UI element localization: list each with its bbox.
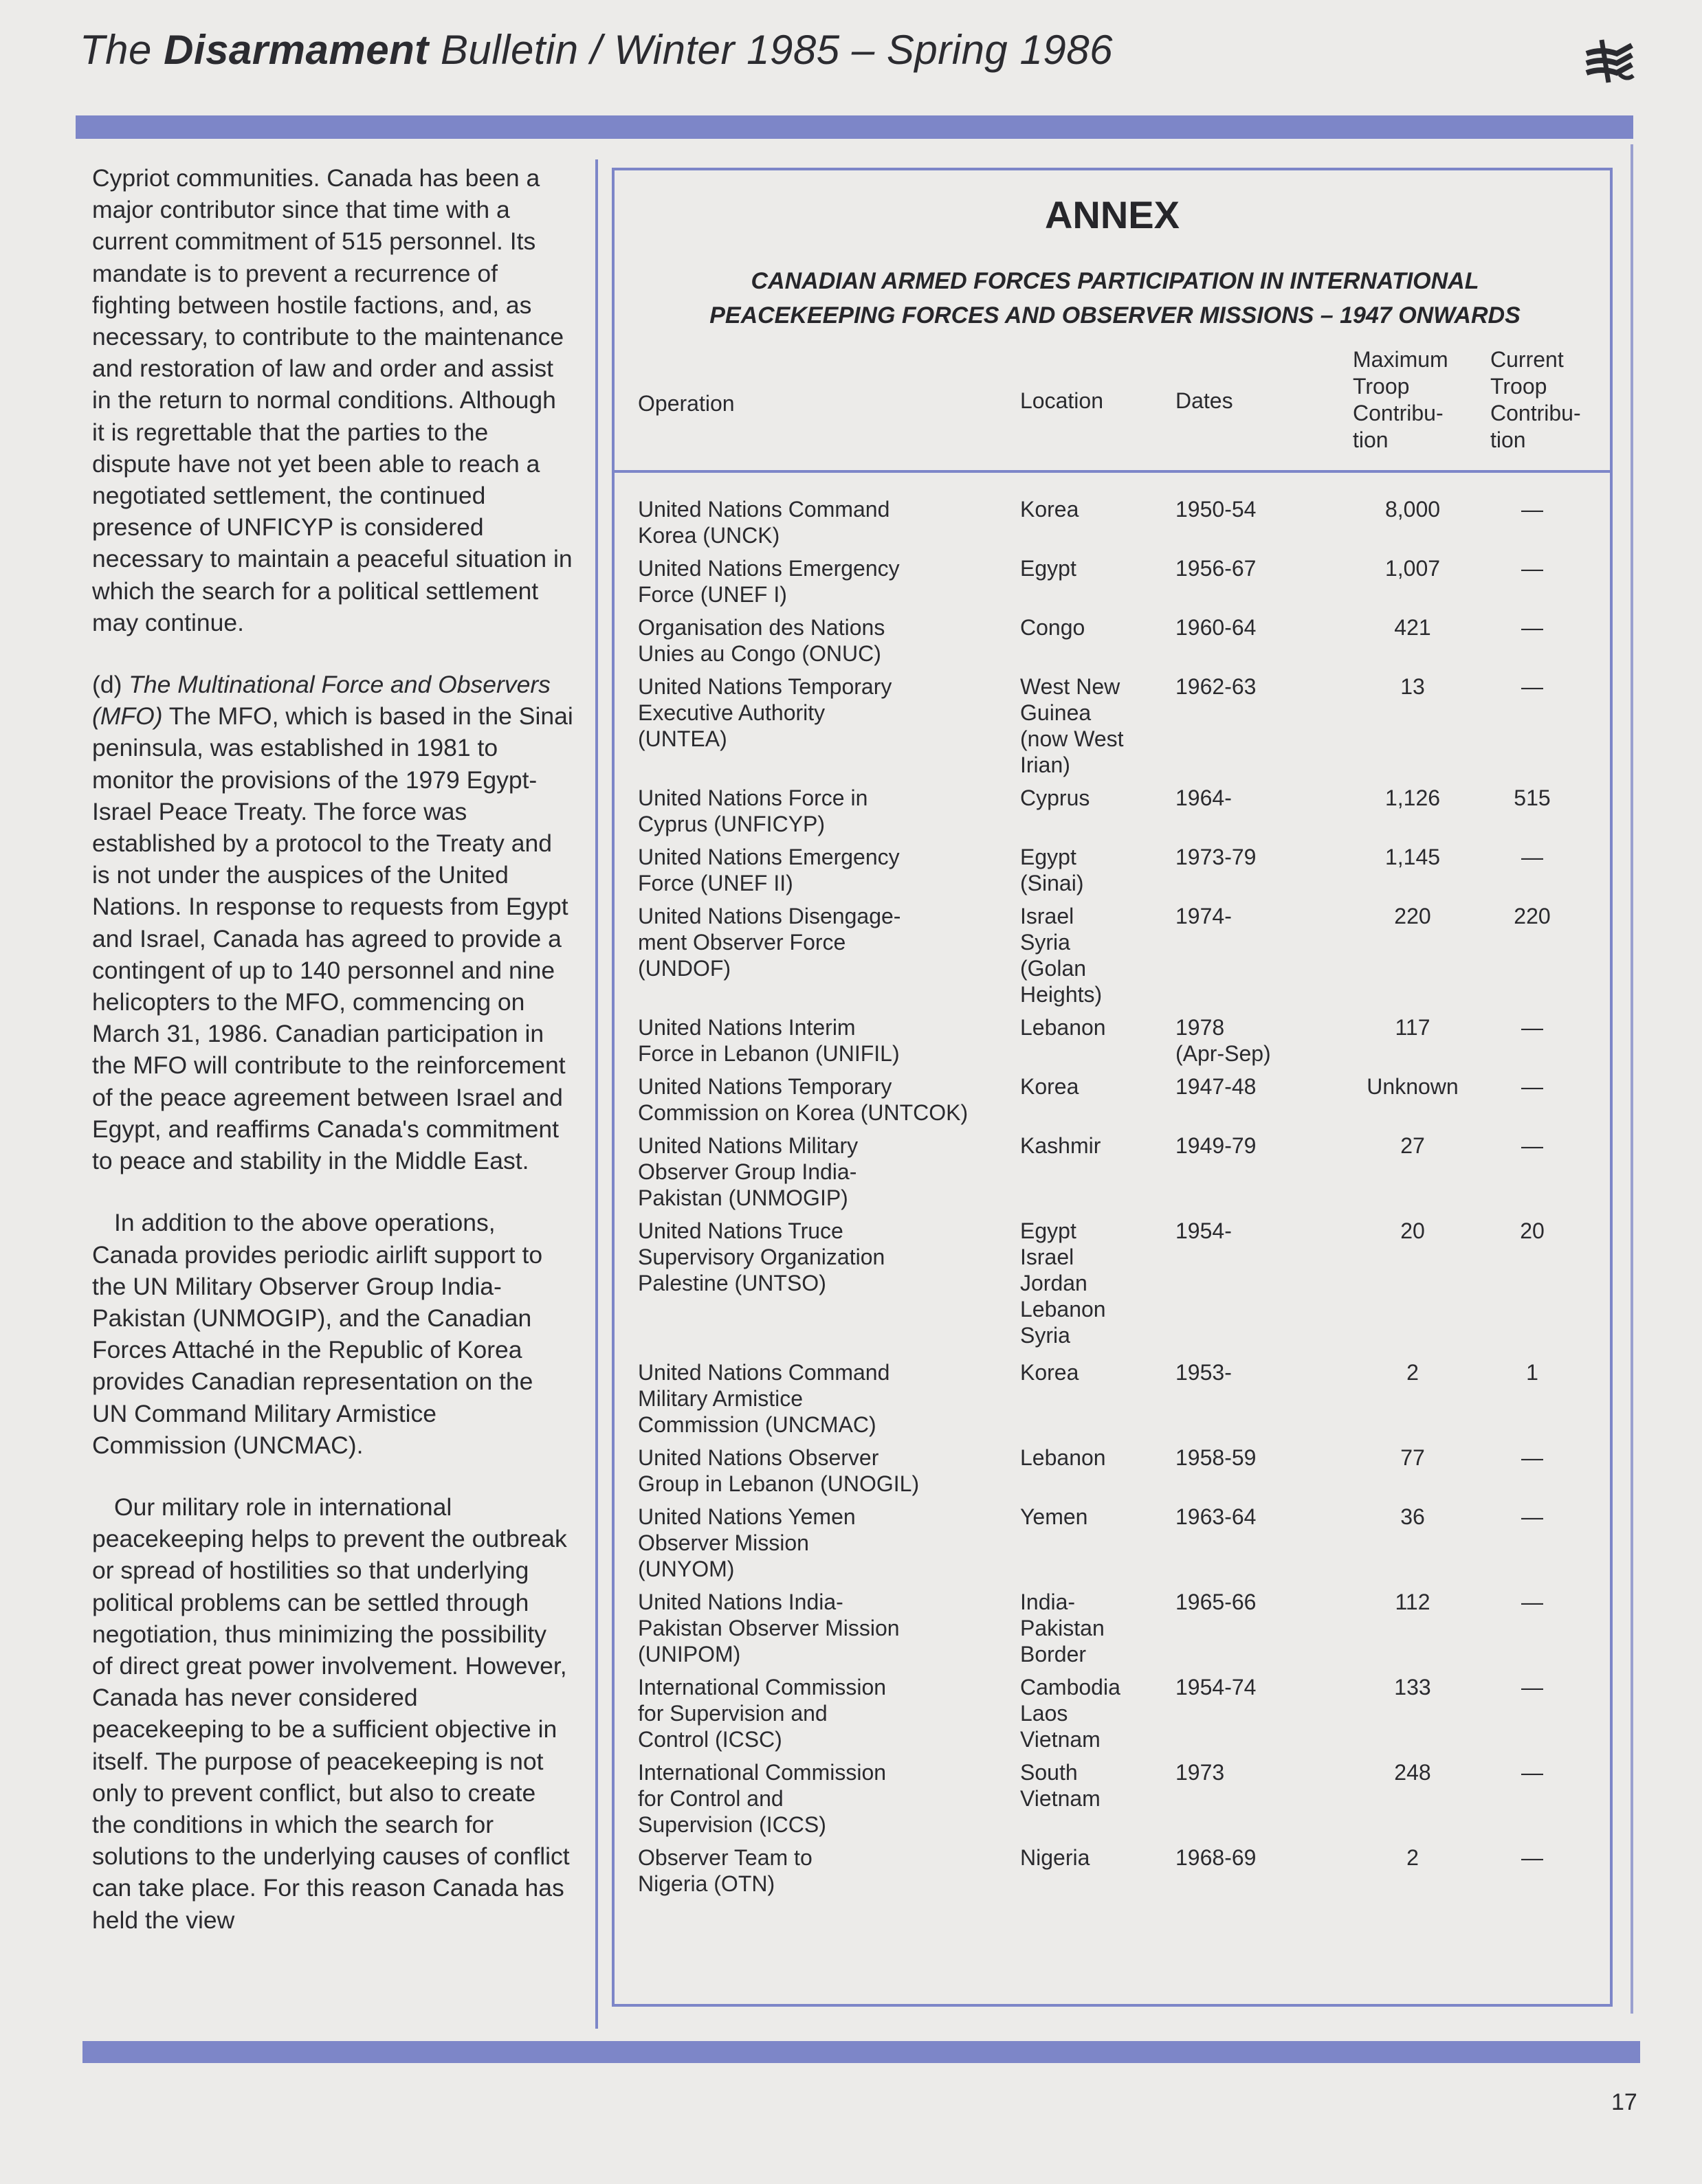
header-location: Location [1020,388,1103,413]
operation-cell-line: Observer Team to [638,1845,813,1870]
operation-cell-line: Observer Mission [638,1530,809,1555]
operation-cell [638,1445,1020,1504]
current-troop-cell: — [1521,845,1543,869]
table-row [638,1073,1587,1133]
table-row [638,614,1587,673]
location-cell-line: Cyprus [1020,785,1090,810]
location-cell-line: Israel [1020,1245,1074,1269]
header-max-line: Contribu- [1353,401,1444,425]
dates-cell [1175,903,1347,1014]
dates-cell-line: 1965-66 [1175,1590,1257,1614]
maximum-troop-cell: 133 [1394,1675,1431,1700]
operation-cell-line: United Nations Force in [638,785,868,810]
location-cell [1020,1359,1175,1445]
operation-cell-line: (UNDOF) [638,956,731,981]
dates-cell-line: 1962-63 [1175,674,1257,699]
header-max-line: tion [1353,427,1389,452]
annex-table-body [638,496,1587,1904]
maximum-troop-cell: Unknown [1367,1074,1459,1099]
dates-cell-line: 1968-69 [1175,1845,1257,1870]
location-cell-line: Syria [1020,1323,1070,1348]
operation-cell-line: United Nations Disengage- [638,904,901,928]
operation-cell-line: Executive Authority [638,700,826,725]
operation-cell [638,1073,1020,1133]
annex-subtitle [656,264,1574,333]
maximum-troop-cell: 8,000 [1384,497,1441,522]
location-cell-line: Lebanon [1020,1297,1106,1322]
paragraph-unficyp: Cypriot communities. Canada has been a major contributor since that time with a current commitment of 515 personnel. Its mandate is to prevent a recurrence of fighting between hostile factions, and, as necessary, to contribute to the maintenance and restoration of law and order and assist in the return to normal conditions. Although it is regrettable that the parties to the dispute have not yet been able to reach a negotiated settlement, the continued presence of UNFICYP is considered necessary to maintain a peaceful situation in which the search for a political settlement may continue. [92,164,573,636]
header-cur-line: Troop [1490,374,1547,399]
maximum-troop-cell: 1,126 [1384,785,1441,810]
operation-cell-line: Unies au Congo (ONUC) [638,641,881,666]
masthead-disarmament: Disarmament [164,27,429,73]
operation-cell-line: (UNYOM) [638,1557,735,1581]
maximum-troop-cell: 220 [1394,904,1431,928]
maximum-troop-cell: 20 [1400,1218,1425,1243]
location-cell-line: West New [1020,674,1120,699]
dates-cell [1175,1133,1347,1218]
location-cell-line: Vietnam [1020,1786,1101,1811]
current-troop-cell: — [1521,497,1543,522]
location-cell [1020,1759,1175,1845]
location-cell [1020,1504,1175,1589]
paragraph-mfo [92,669,573,1177]
location-cell-line: Korea [1020,1360,1079,1385]
dates-cell [1175,1589,1347,1674]
operation-cell-line: Force in Lebanon (UNIFIL) [638,1041,900,1066]
maximum-troop-cell: 27 [1400,1133,1425,1158]
operation-cell [638,555,1020,614]
header-max-line: Troop [1353,374,1410,399]
operation-cell [638,614,1020,673]
operation-cell-line: Observer Group India- [638,1159,857,1184]
operation-cell-line: Commission (UNCMAC) [638,1412,876,1437]
dates-cell-line: 1974- [1175,904,1232,928]
annex-table [638,496,1587,1904]
table-row [638,1504,1587,1589]
dates-cell-line: 1953- [1175,1360,1232,1385]
operation-cell-line: Organisation des Nations [638,615,885,640]
current-troop-cell: — [1521,674,1543,699]
operation-cell-line: Force (UNEF II) [638,871,793,895]
operation-cell-line: United Nations Truce [638,1218,843,1243]
paragraph-airlift: In addition to the above operations, Canada provides periodic airlift support to the UN Military Observer Group India-Pakistan (UNMOGIP), and the Canadian Forces Attaché in the Republic of Korea provides Canadian representation on the UN Command Military Armistice Commission (UNCMAC). [92,1209,543,1459]
masthead-issue: Bulletin / Winter 1985 – Spring 1986 [440,27,1113,73]
location-cell-line: Nigeria [1020,1845,1090,1870]
table-row [638,1845,1587,1904]
operation-cell-line: (UNTEA) [638,726,727,751]
location-cell-line: Heights) [1020,982,1103,1007]
operation-cell-line: United Nations Observer [638,1445,879,1470]
operation-cell-line: Control (ICSC) [638,1727,782,1752]
operation-cell-line: United Nations Command [638,1360,890,1385]
operation-cell [638,1504,1020,1589]
header-dates: Dates [1175,388,1233,413]
operation-cell-line: United Nations Interim [638,1015,856,1040]
operation-cell [638,903,1020,1014]
operation-cell [638,1845,1020,1904]
operation-cell-line: International Commission [638,1760,887,1785]
location-cell [1020,1589,1175,1674]
dates-cell-line: 1956-67 [1175,556,1257,581]
maximum-troop-cell: 36 [1400,1504,1425,1529]
maximum-troop-cell: 2 [1406,1845,1419,1870]
dates-cell-line: 1963-64 [1175,1504,1257,1529]
current-troop-cell: — [1521,1504,1543,1529]
maximum-troop-cell: 421 [1394,615,1431,640]
dates-cell-line: 1960-64 [1175,615,1257,640]
location-cell [1020,844,1175,903]
header-current-troop-contribution [1490,346,1581,454]
operation-cell [638,785,1020,844]
table-row [638,903,1587,1014]
dates-cell-line: 1973 [1175,1760,1225,1785]
table-row [638,844,1587,903]
operation-cell-line: United Nations Emergency [638,556,900,581]
dates-cell-line: 1950-54 [1175,497,1257,522]
location-cell-line: (now West [1020,726,1124,751]
dates-cell-line: 1973-79 [1175,845,1257,869]
location-cell-line: Kashmir [1020,1133,1101,1158]
dates-cell [1175,1218,1347,1359]
location-cell-line: Korea [1020,497,1079,522]
header-cur-line: Current [1490,347,1564,372]
location-cell [1020,1445,1175,1504]
table-row [638,1759,1587,1845]
maximum-troop-cell: 13 [1400,674,1425,699]
location-cell-line: Laos [1020,1701,1068,1726]
current-troop-cell: 1 [1526,1360,1538,1385]
mfo-heading: The Multinational Force and Observers (MFO) [92,671,551,731]
operation-cell-line: for Control and [638,1786,784,1811]
location-cell-line: South [1020,1760,1078,1785]
paragraph-military-role: Our military role in international peacekeeping helps to prevent the outbreak or spread of hostilities so that underlying political problems can be settled through negotiation, thus minimizing the possibility of direct great power involvement. However, Canada has never considered peacekeeping to be a sufficient objective in itself. The purpose of peacekeeping is not only to prevent conflict, but also to create the conditions in which the search for solutions to the underlying causes of conflict can take place. For this reason Canada has held the view [92,1493,570,1934]
dates-cell-line: 1949-79 [1175,1133,1257,1158]
current-troop-cell: 515 [1514,785,1551,810]
operation-cell-line: United Nations Command [638,497,890,522]
location-cell-line: Lebanon [1020,1445,1106,1470]
operation-cell-line: for Supervision and [638,1701,828,1726]
location-cell-line: Lebanon [1020,1015,1106,1040]
location-cell [1020,1845,1175,1904]
dates-cell [1175,496,1347,555]
operation-cell-line: United Nations Emergency [638,845,900,869]
right-margin-rule [1631,144,1633,2014]
location-cell [1020,496,1175,555]
dates-cell [1175,1359,1347,1445]
header-max-line: Maximum [1353,347,1448,372]
table-row [638,1133,1587,1218]
location-cell-line: (Golan [1020,956,1087,981]
operation-cell-line: United Nations India- [638,1590,843,1614]
dates-cell-line: 1958-59 [1175,1445,1257,1470]
location-cell-line: India- [1020,1590,1076,1614]
location-cell-line: Yemen [1020,1504,1088,1529]
operation-cell-line: Military Armistice [638,1386,804,1411]
operation-cell [638,1133,1020,1218]
operation-cell-line: International Commission [638,1675,887,1700]
publication-logo-icon [1581,33,1636,88]
operation-cell-line: Pakistan Observer Mission [638,1616,900,1640]
location-cell-line: Syria [1020,930,1070,955]
maximum-troop-cell: 1,007 [1384,556,1441,581]
operation-cell [638,1218,1020,1359]
location-cell-line: Egypt [1020,556,1076,581]
maximum-troop-cell: 1,145 [1384,845,1441,869]
location-cell-line: Cambodia [1020,1675,1120,1700]
location-cell-line: Israel [1020,904,1074,928]
dates-cell [1175,555,1347,614]
dates-cell [1175,1845,1347,1904]
dates-cell-line: 1964- [1175,785,1232,810]
table-row [638,496,1587,555]
dates-cell [1175,1014,1347,1073]
current-troop-cell: 220 [1514,904,1551,928]
operation-cell [638,1589,1020,1674]
dates-cell-line: 1954- [1175,1218,1232,1243]
location-cell [1020,1133,1175,1218]
location-cell-line: Jordan [1020,1271,1087,1295]
dates-cell [1175,1504,1347,1589]
operation-cell-line: United Nations Yemen [638,1504,856,1529]
location-cell-line: Vietnam [1020,1727,1101,1752]
table-row [638,673,1587,785]
left-column [92,162,573,1966]
current-troop-cell: — [1521,556,1543,581]
masthead-the: The [80,27,152,73]
footer-rule [82,2041,1640,2063]
dates-cell [1175,614,1347,673]
operation-cell [638,673,1020,785]
header-maximum-troop-contribution [1353,346,1448,454]
current-troop-cell: — [1521,1074,1543,1099]
location-cell-line: Egypt [1020,1218,1076,1243]
table-row [638,1359,1587,1445]
location-cell [1020,614,1175,673]
current-troop-cell: — [1521,615,1543,640]
header-rule [76,115,1633,139]
table-row [638,1014,1587,1073]
table-row [638,1445,1587,1504]
maximum-troop-cell: 248 [1394,1760,1431,1785]
annex-panel [612,168,1613,2007]
table-row [638,555,1587,614]
operation-cell-line: United Nations Military [638,1133,859,1158]
page-number: 17 [1611,2089,1637,2115]
dates-cell [1175,1073,1347,1133]
current-troop-cell: — [1521,1760,1543,1785]
operation-cell-line: (UNIPOM) [638,1642,741,1667]
location-cell-line: Border [1020,1642,1087,1667]
location-cell-line: (Sinai) [1020,871,1084,895]
operation-cell-line: United Nations Temporary [638,674,892,699]
location-cell [1020,785,1175,844]
location-cell [1020,1014,1175,1073]
annex-subtitle-line-2: PEACEKEEPING FORCES AND OBSERVER MISSIONS – 1947 ONWARDS [709,302,1521,328]
header-operation: Operation [638,391,735,416]
maximum-troop-cell: 112 [1395,1590,1430,1614]
operation-cell [638,1014,1020,1073]
location-cell-line: Guinea [1020,700,1092,725]
operation-cell-line: Commission on Korea (UNTCOK) [638,1100,969,1125]
operation-cell [638,1759,1020,1845]
dates-cell [1175,844,1347,903]
current-troop-cell: — [1521,1445,1543,1470]
location-cell-line: Irian) [1020,753,1070,777]
dates-cell [1175,673,1347,785]
operation-cell-line: Palestine (UNTSO) [638,1271,826,1295]
table-row [638,785,1587,844]
dates-cell-line: 1947-48 [1175,1074,1257,1099]
mfo-lead: (d) [92,671,129,699]
location-cell [1020,903,1175,1014]
annex-subtitle-line-1: CANADIAN ARMED FORCES PARTICIPATION IN INTERNATIONAL [751,268,1479,294]
location-cell-line: Pakistan [1020,1616,1105,1640]
current-troop-cell: — [1521,1015,1543,1040]
location-cell [1020,555,1175,614]
mfo-body: The MFO, which is based in the Sinai peninsula, was established in 1981 to monitor the provisions of the 1979 Egypt-Israel Peace Treaty. The force was established by a protocol to the Treaty and is not under the auspices of the United Nations. In response to requests from Egypt and Israel, Canada has agreed to provide a contingent of up to 140 personnel and nine helicopters to the MFO, commencing on March 31, 1986. Canadian participation in the MFO will contribute to the reinforcement of the peace agreement between Israel and Egypt, and reaffirms Canada's commitment to peace and stability in the Middle East. [92,702,573,1175]
operation-cell [638,496,1020,555]
table-row [638,1674,1587,1759]
operation-cell-line: Korea (UNCK) [638,523,780,548]
dates-cell [1175,1674,1347,1759]
operation-cell-line: Pakistan (UNMOGIP) [638,1185,848,1210]
dates-cell-line: 1954-74 [1175,1675,1257,1700]
dates-cell [1175,1759,1347,1845]
location-cell-line: Korea [1020,1074,1079,1099]
annex-title: ANNEX [1044,193,1180,236]
table-header-rule [615,470,1610,473]
operation-cell-line: United Nations Temporary [638,1074,892,1099]
masthead [80,26,1113,74]
dates-cell [1175,785,1347,844]
maximum-troop-cell: 77 [1400,1445,1425,1470]
column-divider [595,159,598,2029]
dates-cell-line: (Apr-Sep) [1175,1041,1271,1066]
dates-cell [1175,1445,1347,1504]
operation-cell [638,844,1020,903]
location-cell [1020,1218,1175,1359]
location-cell [1020,1674,1175,1759]
location-cell [1020,673,1175,785]
current-troop-cell: — [1521,1590,1543,1614]
operation-cell-line: Supervision (ICCS) [638,1812,826,1837]
table-row [638,1218,1587,1359]
operation-cell-line: Group in Lebanon (UNOGIL) [638,1471,920,1496]
operation-cell-line: Force (UNEF I) [638,582,787,607]
operation-cell-line: Supervisory Organization [638,1245,885,1269]
location-cell [1020,1073,1175,1133]
header-cur-line: tion [1490,427,1526,452]
table-row [638,1589,1587,1674]
current-troop-cell: 20 [1520,1218,1545,1243]
operation-cell [638,1674,1020,1759]
operation-cell-line: Cyprus (UNFICYP) [638,812,826,836]
location-cell-line: Egypt [1020,845,1076,869]
current-troop-cell: — [1521,1845,1543,1870]
operation-cell-line: Nigeria (OTN) [638,1871,775,1896]
header-cur-line: Contribu- [1490,401,1581,425]
maximum-troop-cell: 117 [1395,1015,1430,1040]
dates-cell-line: 1978 [1175,1015,1225,1040]
current-troop-cell: — [1521,1133,1543,1158]
operation-cell [638,1359,1020,1445]
operation-cell-line: ment Observer Force [638,930,846,955]
current-troop-cell: — [1521,1675,1543,1700]
location-cell-line: Congo [1020,615,1085,640]
maximum-troop-cell: 2 [1406,1360,1419,1385]
